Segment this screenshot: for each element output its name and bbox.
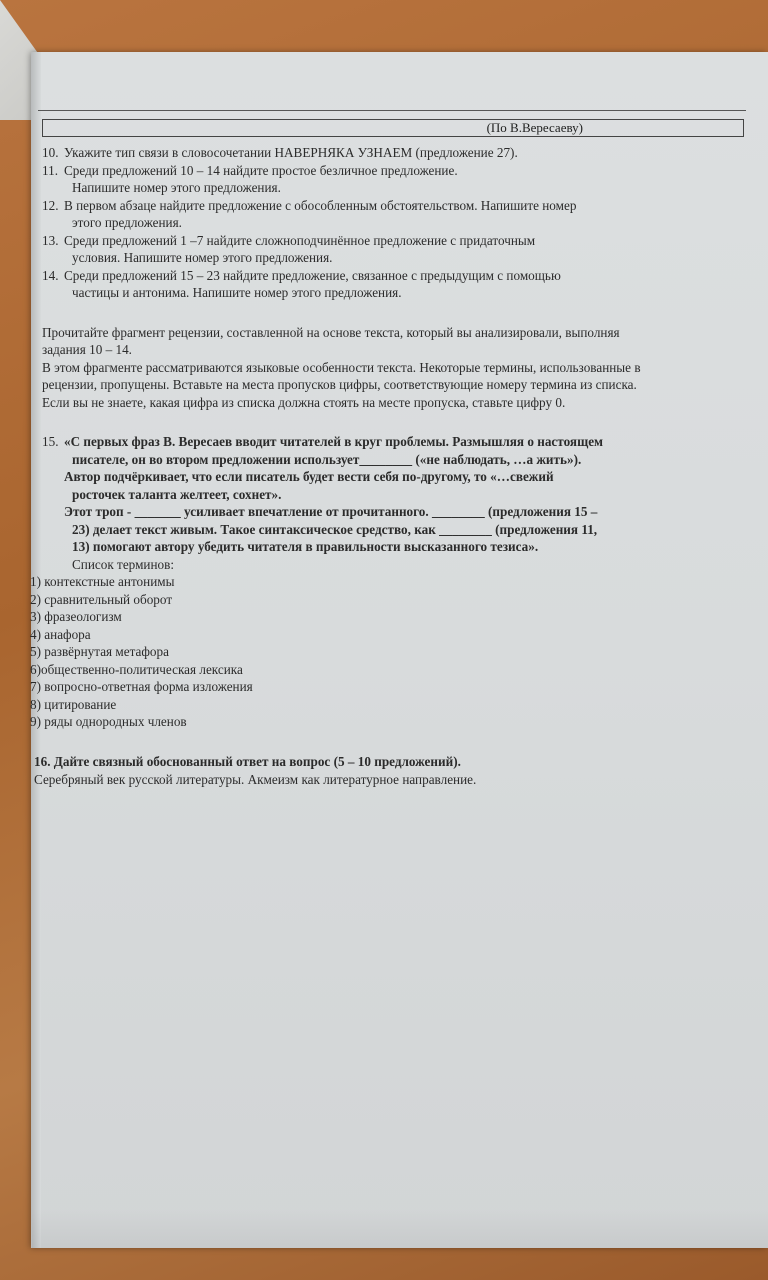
term-item: 3) фразеологизм <box>30 609 122 624</box>
question-text: условия. Напишите номер этого предложения. <box>72 250 333 265</box>
top-rule <box>38 110 746 111</box>
instructions-line: Если вы не знаете, какая цифра из списка должна стоять на месте пропуска, ставьте цифру 0. <box>42 394 566 410</box>
question-text: Напишите номер этого предложения. <box>72 180 281 195</box>
question-14 <box>42 267 742 302</box>
question-text: Укажите тип связи в словосочетании НАВЕРНЯКА УЗНАЕМ (предложение 27). <box>64 145 518 160</box>
question-text: «С первых фраз В. Вересаев вводит читателей в круг проблемы. Размышляя о настоящем <box>64 434 604 449</box>
question-12 <box>42 197 742 232</box>
term-item: 9) ряды однородных членов <box>30 714 187 729</box>
question-number: 13. <box>42 232 59 248</box>
spacer <box>42 302 742 324</box>
question-number: 12. <box>42 197 59 213</box>
question-number: 11. <box>42 162 58 178</box>
question-text: Среди предложений 1 –7 найдите сложноподчинённое предложение с придаточным <box>64 232 536 248</box>
spacer <box>42 411 742 433</box>
question-text: частицы и антонима. Напишите номер этого предложения. <box>72 285 402 300</box>
question-text: Этот троп - _______ усиливает впечатление от прочитанного. ________ (предложения 15 – <box>64 504 598 519</box>
content <box>30 144 742 789</box>
question-number: 14. <box>42 267 59 283</box>
question-text: Автор подчёркивает, что если писатель будет вести себя по-другому, то «…свежий <box>64 469 554 484</box>
question-16-theme: Серебряный век русской литературы. Акмеизм как литературное направление. <box>34 771 477 787</box>
worksheet-page <box>32 52 768 1248</box>
question-16-title: 16. Дайте связный обоснованный ответ на вопрос (5 – 10 предложений). <box>34 753 461 769</box>
question-text: Среди предложений 15 – 23 найдите предложение, связанное с предыдущим с помощью <box>64 267 561 283</box>
term-item: 5) развёрнутая метафора <box>30 644 169 659</box>
instructions-line: задания 10 – 14. <box>42 342 132 357</box>
question-15 <box>42 433 742 573</box>
question-11 <box>42 162 742 197</box>
question-13 <box>42 232 742 267</box>
question-text: Среди предложений 10 – 14 найдите простое безличное предложение. <box>64 162 458 178</box>
page-shadow <box>32 1208 768 1248</box>
term-item: 7) вопросно-ответная форма изложения <box>30 679 253 694</box>
source-label: (По В.Вересаеву) <box>486 120 583 135</box>
term-item: 6)общественно-политическая лексика <box>30 661 243 677</box>
question-text: писателе, он во втором предложении использует________ («не наблюдать, …а жить»). <box>72 451 582 467</box>
terms-list <box>30 573 742 731</box>
terms-list-title: Список терминов: <box>72 556 175 572</box>
question-number: 10. <box>42 145 59 160</box>
term-item: 1) контекстные антонимы <box>30 574 175 589</box>
term-item: 2) сравнительный оборот <box>30 591 173 607</box>
question-10 <box>42 144 742 162</box>
question-16 <box>34 753 742 789</box>
term-item: 4) анафора <box>30 626 91 642</box>
instructions-line: рецензии, пропущены. Вставьте на места пропусков цифры, соответствующие номеру термина из списка. <box>42 377 637 392</box>
question-text: росточек таланта желтеет, сохнет». <box>72 486 282 502</box>
source-box <box>42 119 744 137</box>
question-text: В первом абзаце найдите предложение с обособленным обстоятельством. Напишите номер <box>64 197 577 213</box>
question-text: 13) помогают автору убедить читателя в правильности высказанного тезиса». <box>72 539 539 554</box>
instructions-line: В этом фрагменте рассматриваются языковые особенности текста. Некоторые термины, использованные в <box>42 359 641 375</box>
term-item: 8) цитирование <box>30 696 117 712</box>
spacer <box>42 731 742 753</box>
question-text: 23) делает текст живым. Такое синтаксическое средство, как ________ (предложения 11, <box>72 521 598 537</box>
instructions-line: Прочитайте фрагмент рецензии, составленной на основе текста, который вы анализировали, выполняя <box>42 324 620 340</box>
question-text: этого предложения. <box>72 215 182 230</box>
question-number: 15. <box>42 434 59 449</box>
